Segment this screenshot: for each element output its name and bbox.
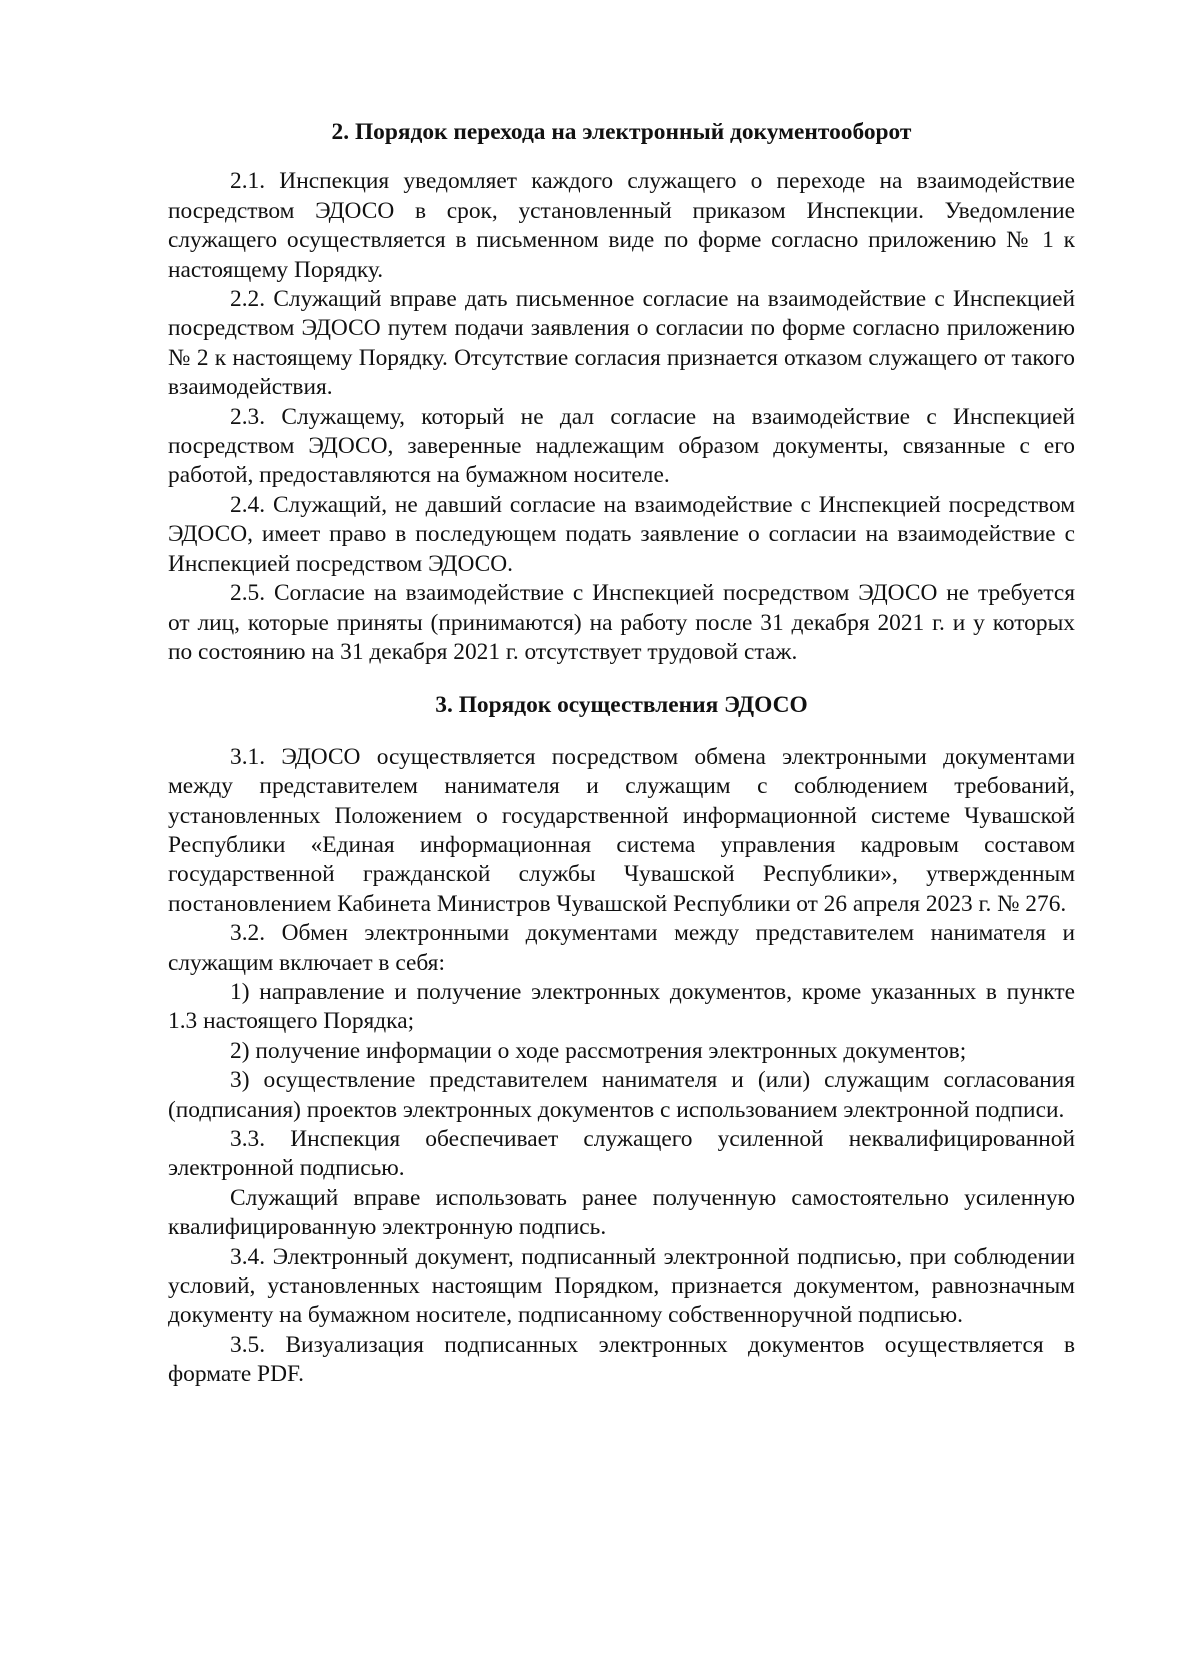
document-page <box>168 118 1075 1390</box>
section-3-title: 3. Порядок осуществления ЭДОСО <box>435 692 808 719</box>
paragraph-3-5: 3.5. Визуализация подписанных электронных документов осуществляется в формате PDF. <box>168 1331 1075 1388</box>
list-item-3-2-1: 1) направление и получение электронных документов, кроме указанных в пункте 1.3 настоящего Порядка; <box>168 978 1075 1035</box>
paragraph-2-1: 2.1. Инспекция уведомляет каждого служащего о переходе на взаимодействие посредством ЭДОСО в срок, установленный приказом Инспекции. Уведомление служащего осуществляется в письменном виде по форме согласно приложению № 1 к настоящему Порядку. <box>168 168 1075 283</box>
paragraph-3-1: 3.1. ЭДОСО осуществляется посредством обмена электронными документами между представителем нанимателя и служащим с соблюдением требований, установленных Положением о государственной информационной системе Чувашской Республики «Единая информационная система управления кадровым составом государственной гражданской службы Чувашской Республики», утвержденным постановлением Кабинета Министров Чувашской Республики от 26 апреля 2023 г. № 276. <box>168 743 1075 917</box>
paragraph-2-4: 2.4. Служащий, не давший согласие на взаимодействие с Инспекцией посредством ЭДОСО, имеет право в последующем подать заявление о согласии на взаимодействие с Инспекцией посредством ЭДОСО. <box>168 491 1075 577</box>
list-item-3-2-2: 2) получение информации о ходе рассмотрения электронных документов; <box>230 1037 967 1064</box>
paragraph-3-4: 3.4. Электронный документ, подписанный электронной подписью, при соблюдении условий, установленных настоящим Порядком, признается документом, равнозначным документу на бумажном носителе, подписанному собственноручной подписью. <box>168 1243 1075 1329</box>
paragraph-3-3: 3.3. Инспекция обеспечивает служащего усиленной неквалифицированной электронной подписью. <box>168 1126 1075 1182</box>
section-2-title: 2. Порядок перехода на электронный документооборот <box>331 119 912 145</box>
paragraph-2-5: 2.5. Согласие на взаимодействие с Инспекцией посредством ЭДОСО не требуется от лиц, которые приняты (принимаются) на работу после 31 декабря 2021 г. и у которых по состоянию на 31 декабря 2021 г. отсутствует трудовой стаж. <box>168 580 1075 665</box>
section-3-body <box>168 743 1075 1390</box>
list-item-3-2-3: 3) осуществление представителем нанимателя и (или) служащим согласования (подписания) проектов электронных документов с использованием электронной подписи. <box>168 1067 1075 1123</box>
paragraph-3-3-note: Служащий вправе использовать ранее полученную самостоятельно усиленную квалифицированную электронную подпись. <box>168 1184 1075 1241</box>
section-2-body <box>168 167 1075 667</box>
paragraph-3-2: 3.2. Обмен электронными документами между представителем нанимателя и служащим включает в себя: <box>168 920 1075 976</box>
paragraph-2-3: 2.3. Служащему, который не дал согласие на взаимодействие с Инспекцией посредством ЭДОСО, заверенные надлежащим образом документы, связанные с его работой, предоставляются на бумажном носителе. <box>168 403 1075 489</box>
paragraph-2-2: 2.2. Служащий вправе дать письменное согласие на взаимодействие с Инспекцией посредством ЭДОСО путем подачи заявления о согласии по форме согласно приложению № 2 к настоящему Порядку. Отсутствие согласия признается отказом служащего от такого взаимодействия. <box>168 286 1075 401</box>
